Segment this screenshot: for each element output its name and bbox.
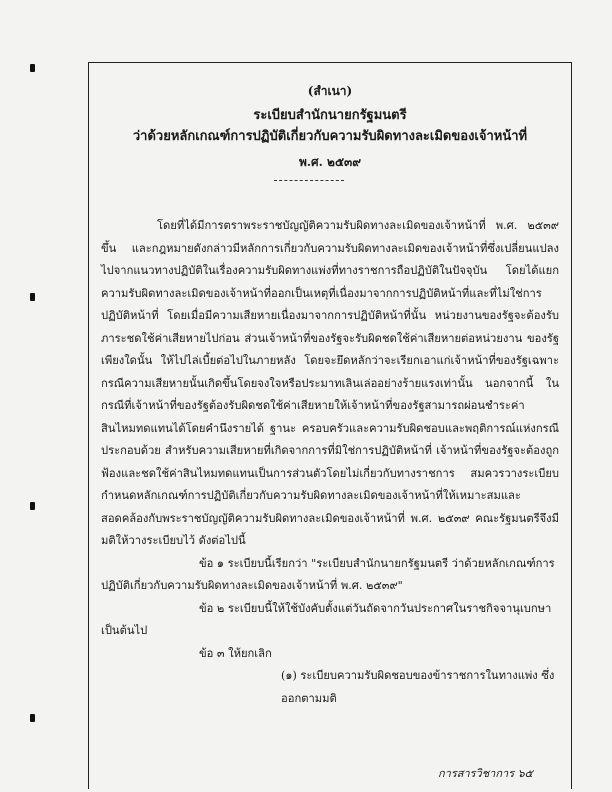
binder-hole-mark	[30, 293, 35, 301]
clause-2: ข้อ ๒ ระเบียบนี้ให้ใช้บังคับตั้งแต่วันถัดจากวันประกาศในราชกิจจานุเบกษาเป็นต้นไป	[101, 601, 552, 637]
document-body	[101, 215, 559, 710]
clause-3: ข้อ ๓ ให้ยกเลิก	[199, 646, 272, 660]
binder-hole-mark	[30, 64, 35, 72]
clause-3-item-1: (๑) ระเบียบความรับผิดชอบของข้าราชการในทางแพ่ง ซึ่งออกตามมติ	[281, 669, 555, 705]
binder-hole-mark	[30, 714, 35, 722]
preamble-paragraph: โดยที่ได้มีการตราพระราชบัญญัติความรับผิดทางละเมิดของเจ้าหน้าที่ พ.ศ. ๒๕๓๙ ขึ้น และกฎหมายดังกล่าวมีหลักการเกี่ยวกับความรับผิดทางละเมิดของเจ้าหน้าที่ซึ่งเปลี่ยนแปลงไปจากแนวทางปฏิบัติในเรื่องความรับผิดทางแพ่งที่ทางราชการถือปฏิบัติในปัจจุบัน โดยได้แยกความรับผิดทางละเมิดของเจ้าหน้าที่ออกเป็นเหตุที่เนื่องมาจากการปฏิบัติหน้าที่และที่ไม่ใช่การปฏิบัติหน้าที่ โดยเมื่อมีความเสียหายเนื่องมาจากการปฏิบัติหน้าที่นั้น หน่วยงานของรัฐจะต้องรับภาระชดใช้ค่าเสียหายไปก่อน ส่วนเจ้าหน้าที่ของรัฐจะรับผิดชดใช้ค่าเสียหายต่อหน่วยงาน ของรัฐเพียงใดนั้น ให้ไปไล่เบี้ยต่อไปในภายหลัง โดยจะยึดหลักว่าจะเรียกเอาแก่เจ้าหน้าที่ของรัฐเฉพาะกรณีความเสียหายนั้นเกิดขึ้นโดยจงใจหรือประมาทเลินเล่ออย่างร้ายแรงเท่านั้น นอกจากนี้ ในกรณีที่เจ้าหน้าที่ของรัฐต้องรับผิดชดใช้ค่าเสียหายให้เจ้าหน้าที่ของรัฐสามารถผ่อนชำระค่าสินไหมทดแทนได้โดยคำนึงรายได้ ฐานะ ครอบครัวและความรับผิดชอบและพฤติการณ์แห่งกรณีประกอบด้วย สำหรับความเสียหายที่เกิดจากการที่มิใช่การปฏิบัติหน้าที่ เจ้าหน้าที่ของรัฐจะต้องถูกฟ้องและชดใช้ค่าสินไหมทดแทนเป็นการส่วนตัวโดยไม่เกี่ยวกับทางราชการ สมควรวางระเบียบกำหนดหลักเกณฑ์การปฏิบัติเกี่ยวกับความรับผิดทางละเมิดของเจ้าหน้าที่ให้เหมาะสมและสอดคล้องกับพระราชบัญญัติความรับผิดทางละเมิดของเจ้าหน้าที่ พ.ศ. ๒๕๓๙ คณะรัฐมนตรีจึงมีมติให้วางระเบียบไว้ ดังต่อไปนี้	[101, 219, 559, 547]
document-subtitle: ว่าด้วยหลักเกณฑ์การปฏิบัติเกี่ยวกับความรับผิดทางละเมิดของเจ้าหน้าที่	[132, 129, 528, 144]
clause-1: ข้อ ๑ ระเบียบนี้เรียกว่า "ระเบียบสำนักนายกรัฐมนตรี ว่าด้วยหลักเกณฑ์การปฏิบัติเกี่ยวกับความรับผิดทางละเมิดของเจ้าหน้าที่ พ.ศ. ๒๕๓๙"	[101, 556, 555, 592]
page-footer: การสารวิชาการ ๖๕	[438, 767, 533, 780]
separator-line	[274, 180, 344, 181]
copy-label: (สำเนา)	[307, 84, 353, 98]
document-year: พ.ศ. ๒๕๓๙	[298, 155, 362, 169]
document-title: ระเบียบสำนักนายกรัฐมนตรี	[253, 108, 407, 123]
binder-hole-mark	[30, 502, 35, 510]
